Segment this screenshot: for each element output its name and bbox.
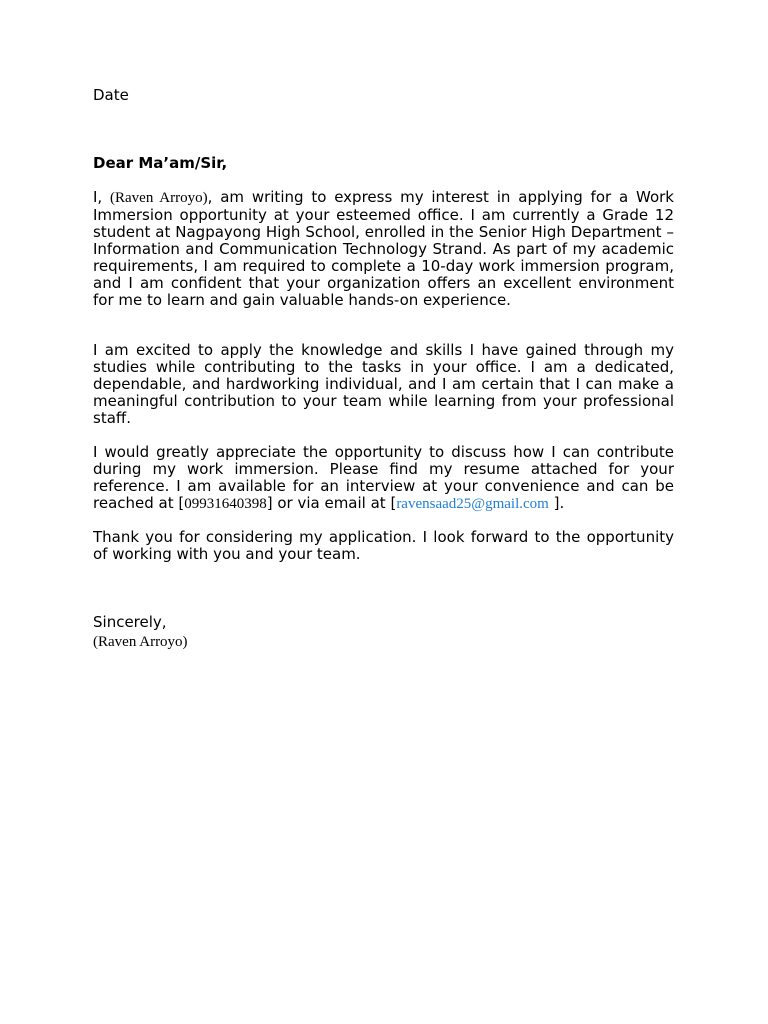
closing: Sincerely, <box>93 613 167 631</box>
email-link[interactable]: ravensaad25@gmail.com <box>396 496 549 512</box>
contact-end: ]. <box>548 494 565 512</box>
paragraph-thanks: Thank you for considering my application. I look forward to the opportunity of working with you and your team. <box>93 528 674 563</box>
paragraph-intro <box>93 189 674 309</box>
intro-body: , am writing to express my interest in applying for a Work Immersion opportunity at your esteemed office. I am currently a Grade 12 student at Nagpayong High School, enrolled in the Senior High Department – Information and Communication Technology Strand. As part of my academic requirements, I am required to complete a 10-day work immersion program, and I am confident that your organization offers an excellent environment for me to learn and gain valuable hands-on experience. <box>93 188 674 309</box>
date-line: Date <box>93 86 129 104</box>
salutation: Dear Ma’am/Sir, <box>93 154 228 172</box>
paragraph-skills: I am excited to apply the knowledge and skills I have gained through my studies while contributing to the tasks in your office. I am a dedicated, dependable, and hardworking individual, and I am certain that I can make a meaningful contribution to your team while learning from your professional staff. <box>93 341 674 427</box>
applicant-name: (Raven Arroyo) <box>110 190 208 206</box>
paragraph-contact <box>93 444 674 513</box>
intro-prefix: I, <box>93 188 111 206</box>
phone-number: 09931640398 <box>184 496 267 512</box>
contact-mid: ] or via email at [ <box>266 494 397 512</box>
signature: (Raven Arroyo) <box>93 634 188 650</box>
contact-body: I would greatly appreciate the opportunity to discuss how I can contribute during my work immersion. Please find my resume attached for your reference. I am available for an interview at your convenience and can be reached at [ <box>93 443 674 512</box>
